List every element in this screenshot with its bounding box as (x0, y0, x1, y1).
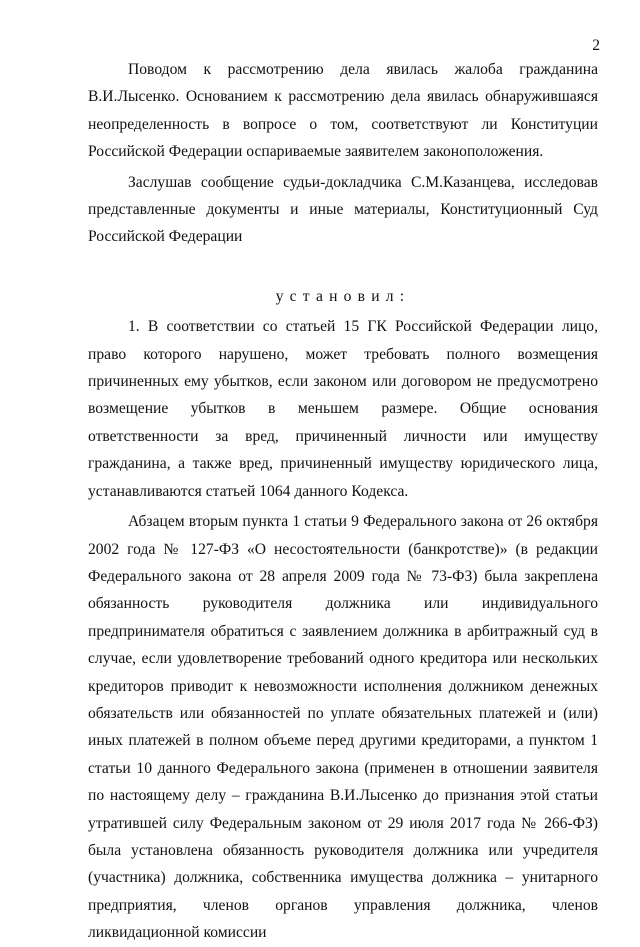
section-spacer (88, 251, 598, 283)
page-number: 2 (592, 37, 600, 54)
section-heading: установил: (275, 287, 411, 305)
paragraph-grounds: Поводом к рассмотрению дела явилась жалоба гражданина В.И.Лысенко. Основанием к рассмотрению дела явилась обнаружившаяся неопределенность в вопросе о том, соответствуют ли Конституции Российской Федерации оспариваемые заявителем законоположения. (88, 61, 598, 161)
paragraph-bankruptcy-law: Абзацем вторым пункта 1 статьи 9 Федерального закона от 26 октября 2002 года № 127-ФЗ «О несостоятельности (банкротстве)» (в редакции Федерального закона от 28 апреля 2009 года № 73-ФЗ) была закреплена обязанность руководителя должника или индивидуального предпринимателя обратиться с заявлением должника в арбитражный суд в случае, если удовлетворение требований одного кредитора или нескольких кредиторов приводит к невозможности исполнения должником денежных обязательств или обязанностей по уплате обязательных платежей и (или) иных платежей в полном объеме перед другими кредиторами, а пунктом 1 статьи 10 данного Федерального закона (применен в отношении заявителя по настоящему делу – гражданина В.И.Лысенко до признания этой статьи утратившей силу Федеральным законом от 29 июля 2017 года № 266-ФЗ) была установлена обязанность руководителя должника или учредителя (участника) должника, собственника имущества должника – унитарного предприятия, членов органов управления должника, членов ликвидационной комиссии (88, 513, 598, 942)
paragraph-civil-code: 1. В соответствии со статьей 15 ГК Российской Федерации лицо, право которого нарушено, может требовать полного возмещения причиненных ему убытков, если законом или договором не предусмотрено возмещение убытков в меньшем размере. Общие основания ответственности за вред, причиненный личности или имуществу гражданина, а также вред, причиненный имуществу юридического лица, устанавливаются статьей 1064 данного Кодекса. (88, 318, 598, 500)
paragraph-hearing: Заслушав сообщение судьи-докладчика С.М.Казанцева, исследовав представленные документы и иные материалы, Конституционный Суд Российской Федерации (88, 173, 598, 246)
document-body (88, 56, 598, 947)
